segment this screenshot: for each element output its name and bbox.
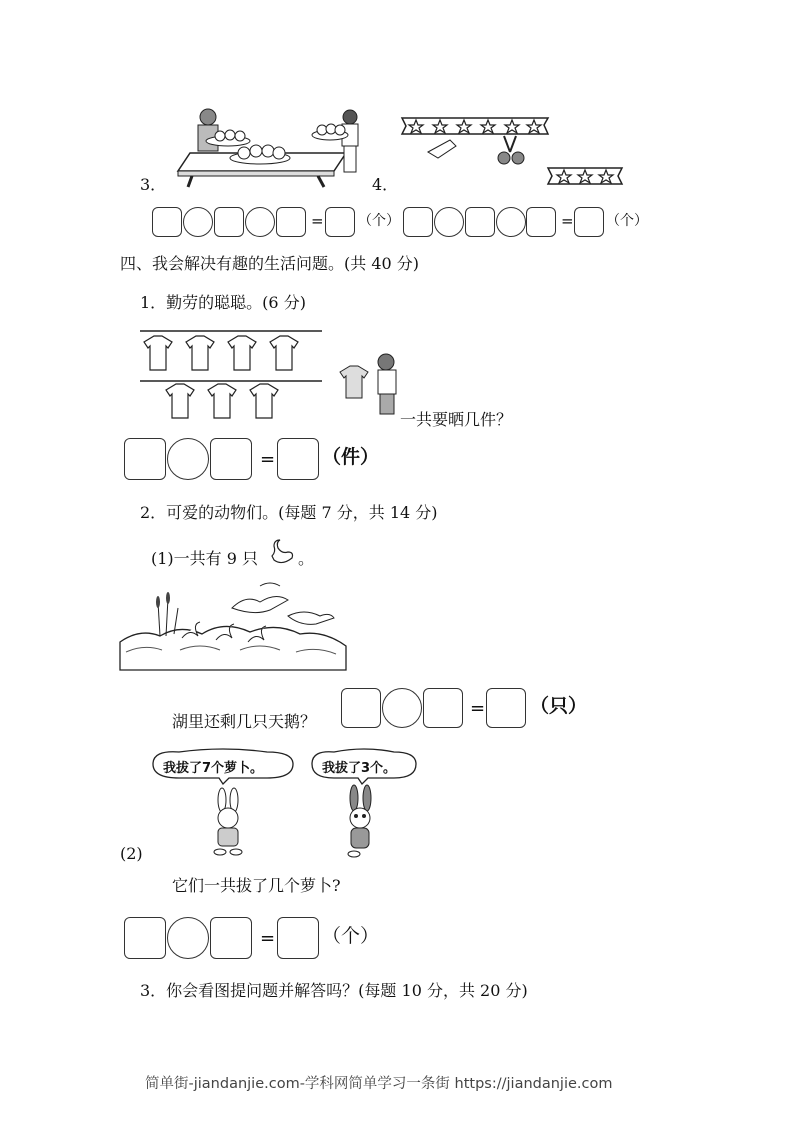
page-footer: 简单街-jiandanjie.com-学科网简单学习一条街 https://jiandanjie.com (145, 1076, 613, 1092)
result-box[interactable] (325, 207, 355, 237)
boy-with-shirts-illustration (336, 352, 406, 422)
result-box[interactable] (277, 438, 319, 480)
answer-box[interactable] (276, 207, 306, 237)
equals-sign: = (311, 212, 324, 230)
problem-2-title: 2．可爱的动物们。(每题 7 分，共 14 分) (140, 503, 438, 522)
answer-box[interactable] (210, 917, 252, 959)
problem-4-number: 4． (372, 175, 399, 194)
problem-2-2-label: (2) (120, 844, 143, 863)
problem-2-1-question: 湖里还剩几只天鹅？ (172, 712, 317, 731)
answer-box[interactable] (124, 917, 166, 959)
problem-2-2-question: 它们一共拔了几个萝卜? (172, 876, 341, 895)
answer-box[interactable] (423, 688, 463, 728)
problem-2-1-prefix: (1)一共有 9 只 (151, 549, 259, 568)
unit-label: （个） (358, 213, 400, 229)
answer-box[interactable] (124, 438, 166, 480)
star-strip-illustration (398, 112, 628, 192)
section-heading: 四、我会解决有趣的生活问题。(共 40 分) (120, 254, 420, 273)
lake-swans-illustration (120, 580, 346, 672)
answer-box[interactable] (403, 207, 433, 237)
problem-1-title: 1．勤劳的聪聪。(6 分) (140, 293, 306, 312)
swan-icon (268, 538, 298, 566)
result-box[interactable] (574, 207, 604, 237)
unit-label: （个） (606, 213, 648, 229)
operator-circle[interactable] (167, 917, 209, 959)
answer-box[interactable] (341, 688, 381, 728)
answer-box[interactable] (210, 438, 252, 480)
operator-circle[interactable] (434, 207, 464, 237)
rabbit-left-illustration (208, 790, 248, 860)
shirts-clothesline-illustration (140, 326, 340, 426)
answer-box[interactable] (465, 207, 495, 237)
problem-1-question: 一共要晒几件？ (400, 410, 513, 429)
unit-label: （只） (530, 695, 588, 717)
equals-sign: = (561, 212, 574, 230)
problem-2-1-suffix: 。 (298, 549, 315, 568)
equals-sign: = (260, 449, 276, 470)
unit-label: （件） (322, 446, 380, 468)
rabbit-right-illustration (340, 788, 380, 860)
unit-label: （个） (322, 925, 380, 947)
equals-sign: = (260, 928, 276, 949)
operator-circle[interactable] (245, 207, 275, 237)
problem-3-number: 3． (140, 175, 167, 194)
speech-bubble-left-text: 我拔了7个萝卜。 (163, 761, 264, 776)
operator-circle[interactable] (496, 207, 526, 237)
table-children-illustration (168, 105, 368, 185)
speech-bubble-right-text: 我拔了3个。 (322, 761, 397, 776)
problem-3-title: 3．你会看图提问题并解答吗？(每题 10 分，共 20 分) (140, 981, 528, 1000)
answer-box[interactable] (152, 207, 182, 237)
operator-circle[interactable] (167, 438, 209, 480)
operator-circle[interactable] (183, 207, 213, 237)
operator-circle[interactable] (382, 688, 422, 728)
answer-box[interactable] (214, 207, 244, 237)
result-box[interactable] (486, 688, 526, 728)
answer-box[interactable] (526, 207, 556, 237)
equals-sign: = (470, 698, 486, 719)
result-box[interactable] (277, 917, 319, 959)
